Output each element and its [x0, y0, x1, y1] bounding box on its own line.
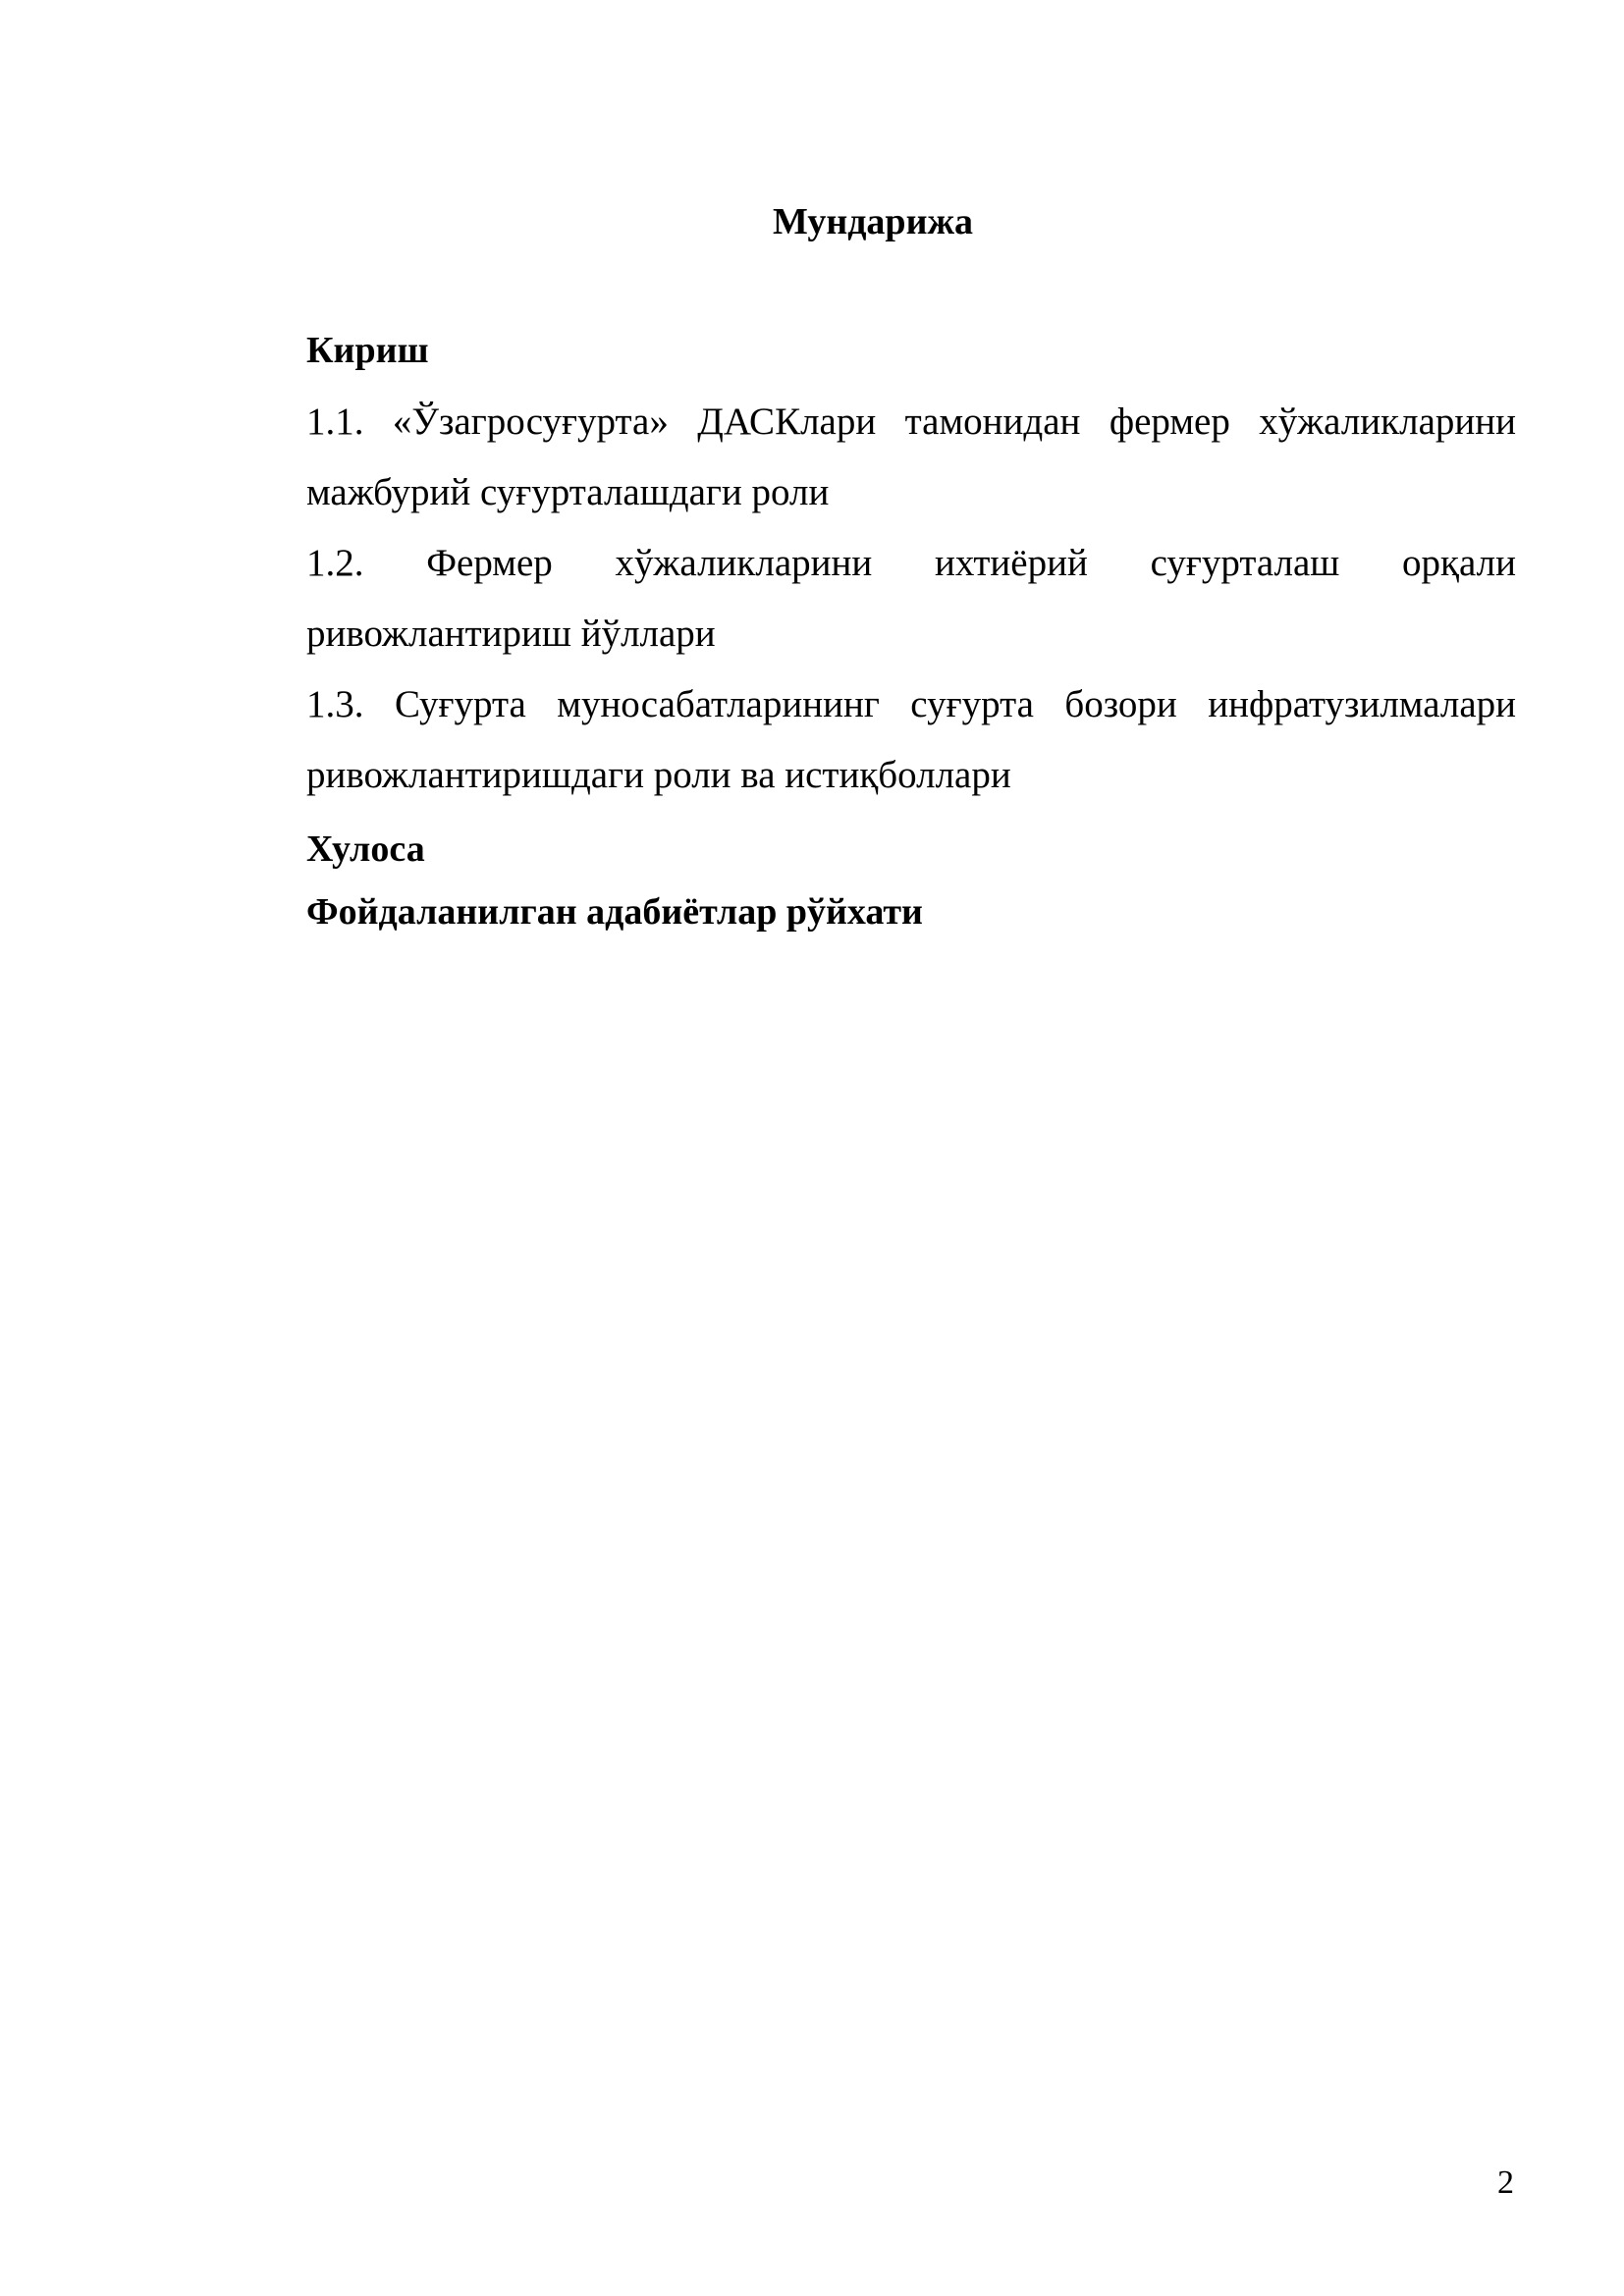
toc-entry-1-2-line2: ривожлантириш йўллари — [306, 613, 716, 655]
page-title: Мундарижа — [772, 201, 974, 242]
toc-entry-1-3-line2: ривожлантиришдаги роли ва истиқболлари — [306, 754, 1011, 796]
toc-entry-1-1 — [306, 387, 1516, 528]
toc-entry-1-3 — [306, 669, 1516, 811]
toc-entry-1-1-line2: мажбурий суғурталашдаги роли — [306, 471, 830, 513]
toc-entry-1-2 — [306, 528, 1516, 669]
page-number: 2 — [1497, 2164, 1514, 2201]
table-of-contents — [306, 326, 1516, 952]
toc-entry-conclusion: Хулоса — [306, 828, 425, 870]
toc-entry-1-3-line1: 1.3. Суғурта муносабатларининг суғурта бозори инфратузилмалари — [306, 683, 1516, 725]
toc-entry-1-2-line1: 1.2. Фермер хўжаликларини ихтиёрий суғурталаш орқали — [306, 542, 1516, 584]
toc-entry-1-1-line1: 1.1. «Ўзагросуғурта» ДАСКлари тамонидан фермер хўжаликларини — [306, 400, 1516, 443]
toc-entry-introduction: Кириш — [306, 330, 429, 371]
toc-entry-references: Фойдаланилган адабиётлар рўйхати — [306, 891, 923, 933]
